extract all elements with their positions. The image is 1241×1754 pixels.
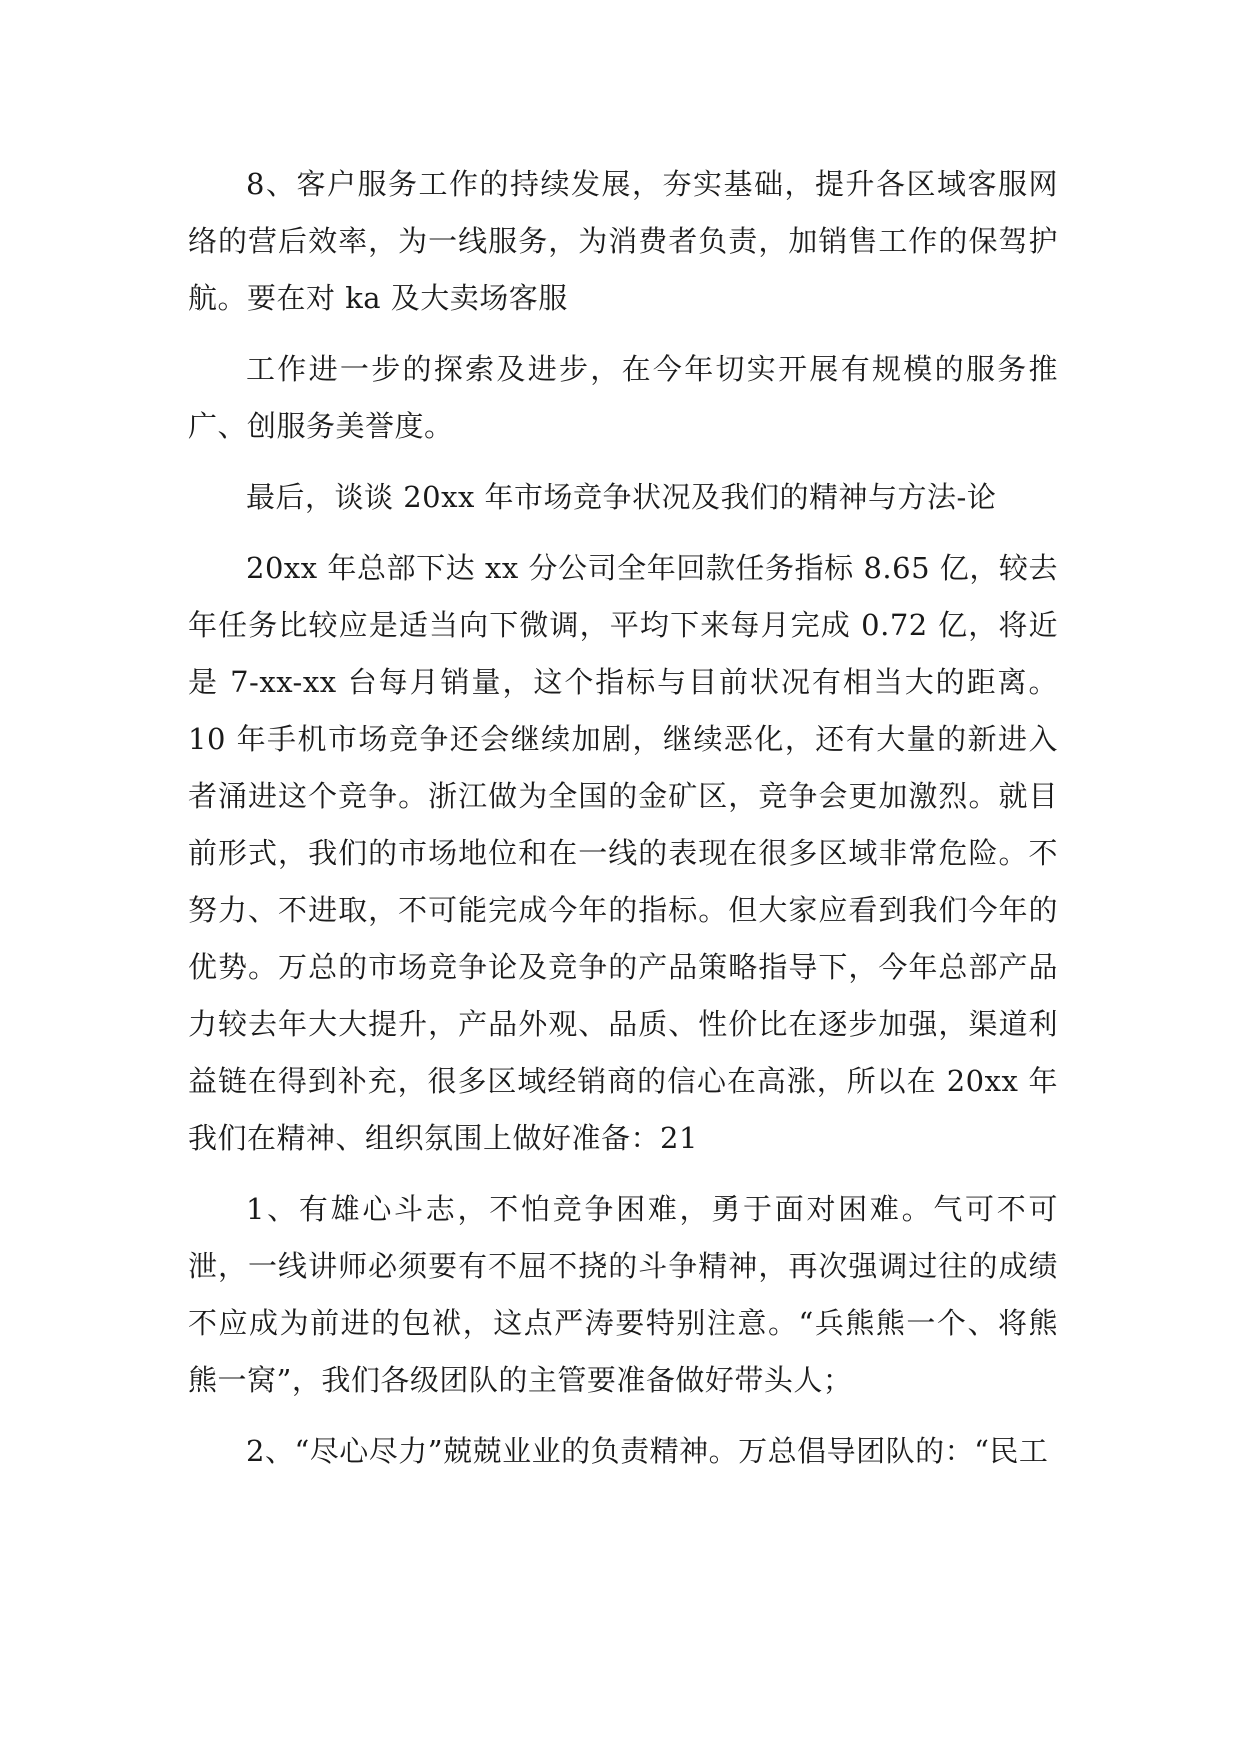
paragraph-market-heading: 最后，谈谈 20xx 年市场竞争状况及我们的精神与方法-论 [246, 480, 997, 514]
document-body [188, 156, 1058, 1494]
paragraph-annual-target: 20xx 年总部下达 xx 分公司全年回款任务指标 8.65 亿，较去年任务比较应是适当向下微调，平均下来每月完成 0.72 亿，将近是 7-xx-xx 台每月销量，这个指标与目前状况有相当大的距离。10 年手机市场竞争还会继续加剧，继续恶化，还有大量的新进入者涌进这个竞争。浙江做为全国的金矿区，竞争会更加激烈。就目前形式，我们的市场地位和在一线的表现在很多区域非常危险。不努力、不进取，不可能完成今年的指标。但大家应看到我们今年的优势。万总的市场竞争论及竞争的产品策略指导下，今年总部产品力较去年大大提升，产品外观、品质、性价比在逐步加强，渠道利益链在得到补充，很多区域经销商的信心在高涨，所以在 20xx 年我们在精神、组织氛围上做好准备：21 [188, 551, 1058, 1155]
paragraph-point-1: 1、有雄心斗志，不怕竞争困难，勇于面对困难。气可不可泄，一线讲师必须要有不屈不挠的斗争精神，再次强调过往的成绩不应成为前进的包袱，这点严涛要特别注意。“兵熊熊一个、将熊熊一窝”，我们各级团队的主管要准备做好带头人； [188, 1192, 1058, 1397]
paragraph-service-promotion: 工作进一步的探索及进步，在今年切实开展有规模的服务推广、创服务美誉度。 [188, 352, 1058, 443]
paragraph-customer-service: 8、客户服务工作的持续发展，夯实基础，提升各区域客服网络的营后效率，为一线服务，为消费者负责，加销售工作的保驾护航。要在对 ka 及大卖场客服 [188, 167, 1058, 315]
paragraph-point-2: 2、“尽心尽力”兢兢业业的负责精神。万总倡导团队的：“民工 [246, 1434, 1049, 1468]
